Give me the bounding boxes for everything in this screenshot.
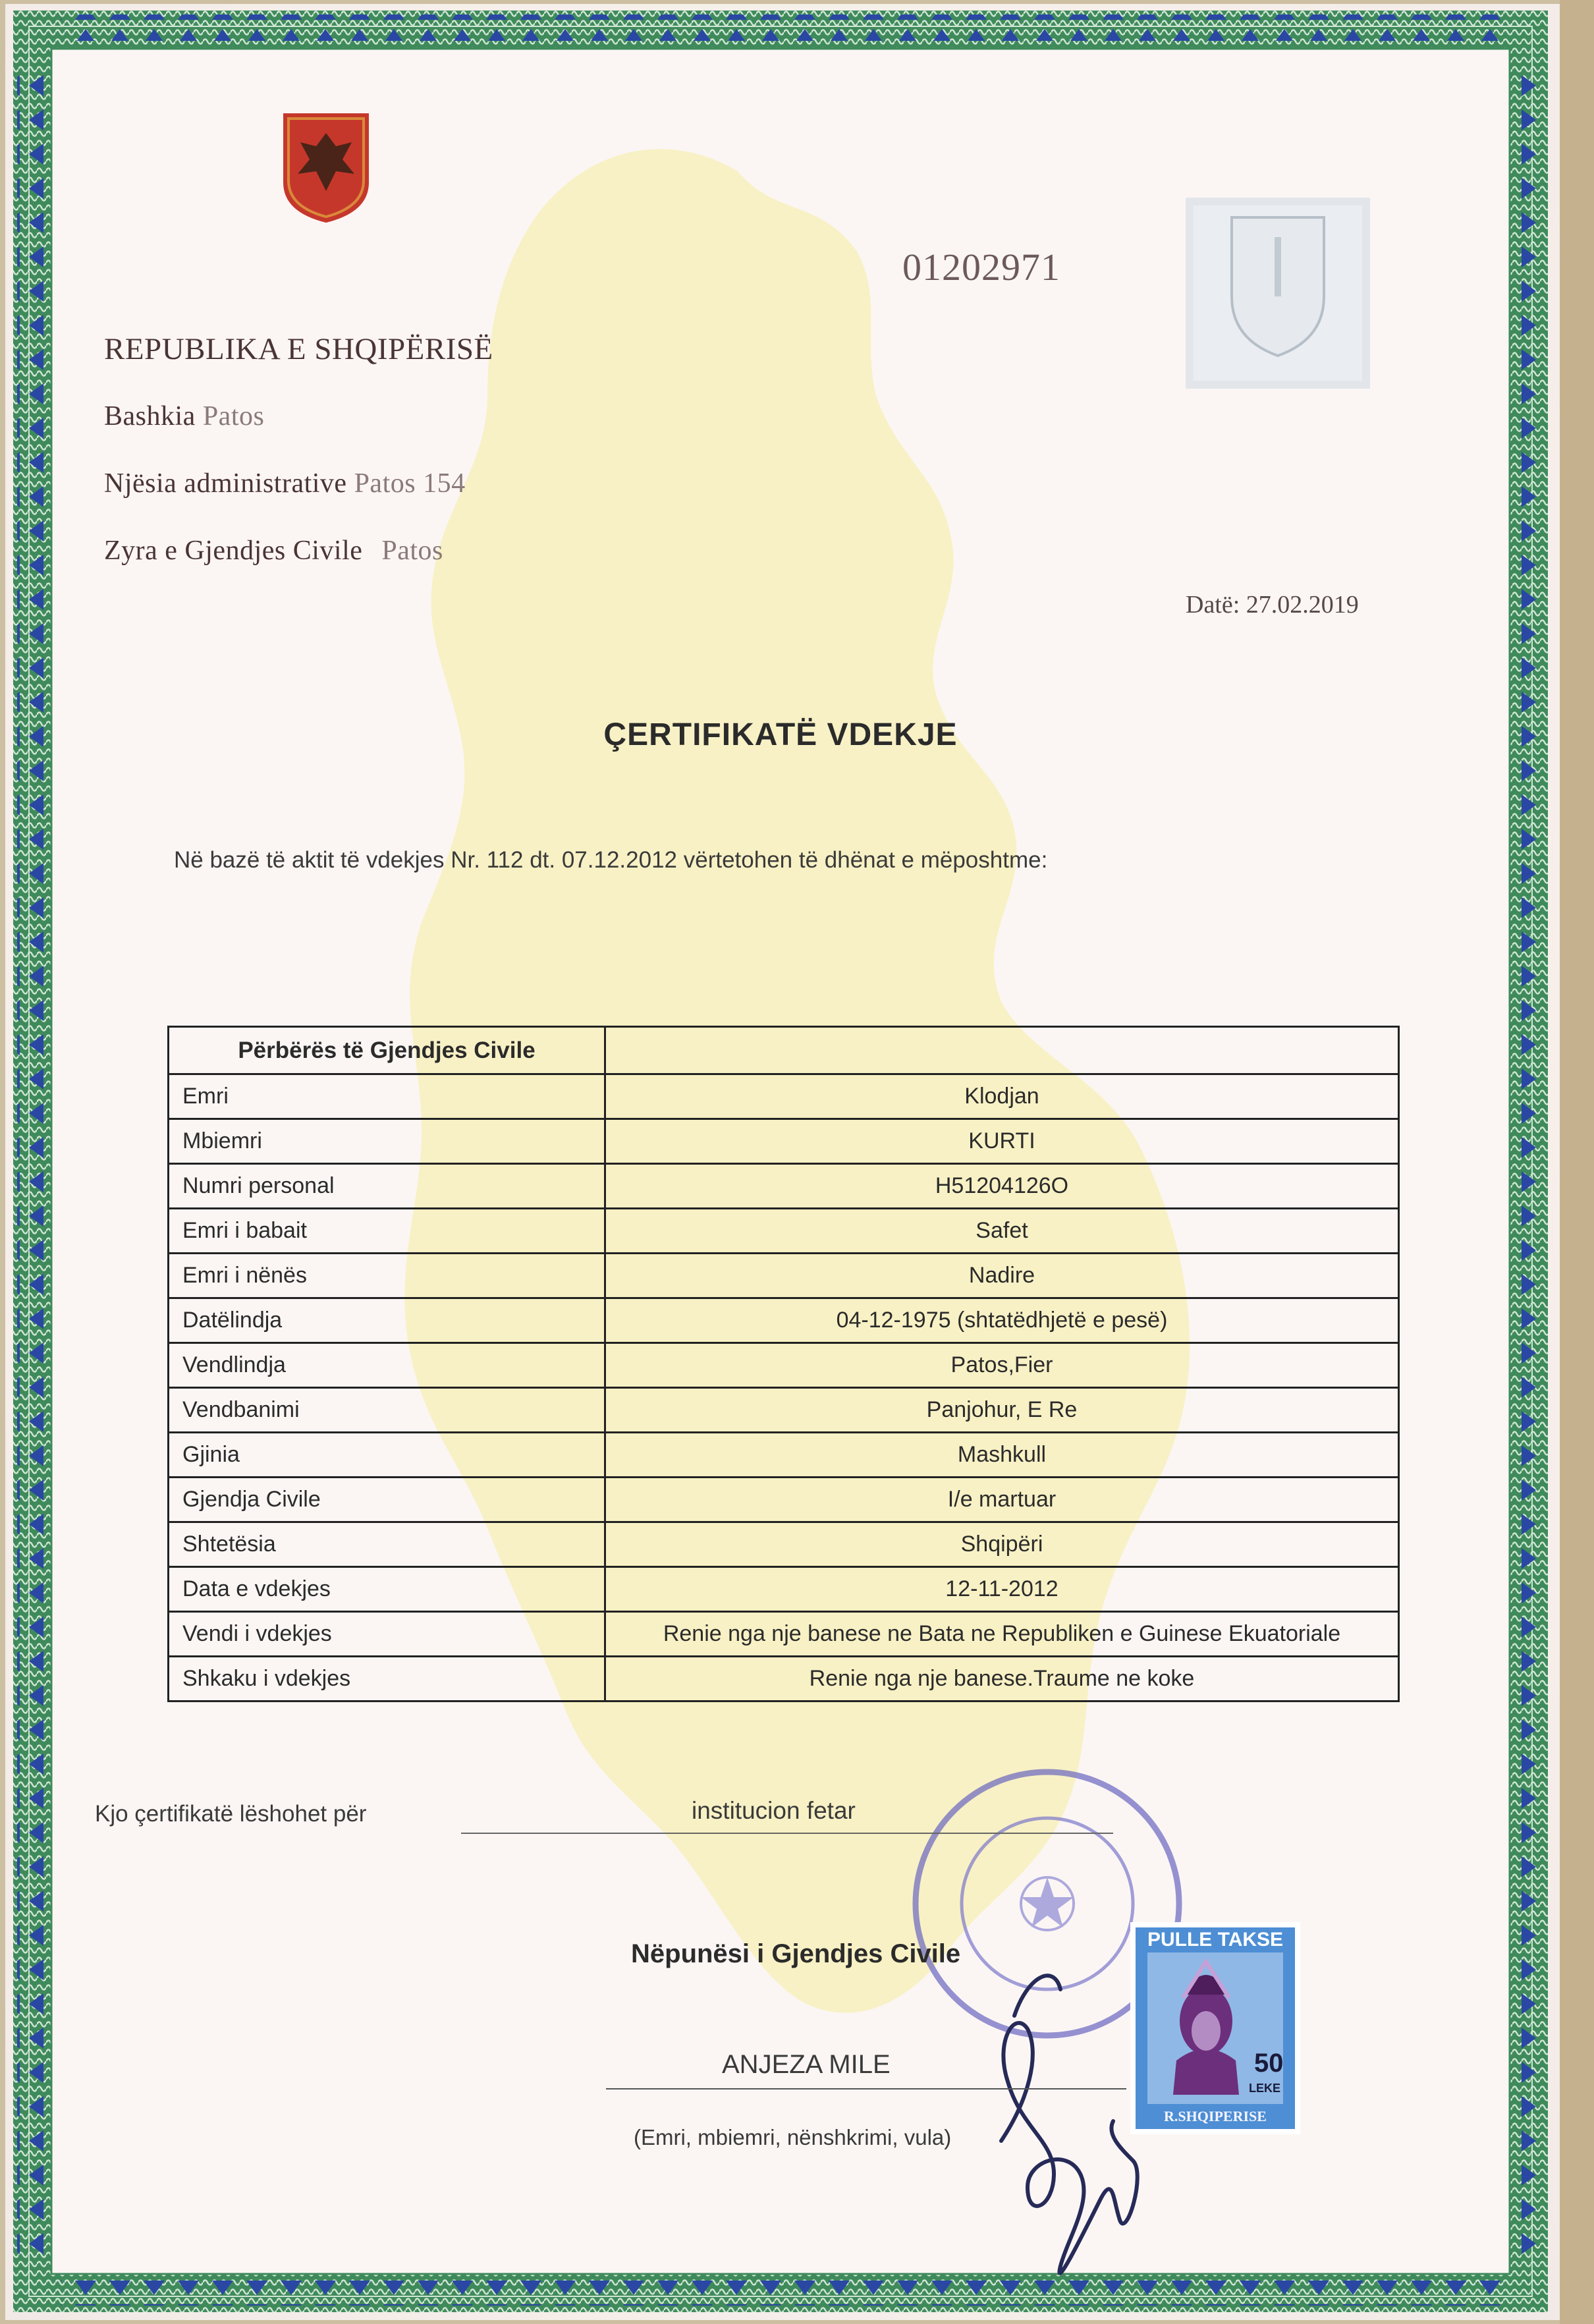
border-triangles-top: [61, 14, 1503, 41]
office-line: [104, 535, 443, 567]
table-row: [169, 1612, 1399, 1657]
row-value: 04-12-1975 (shtatëdhjetë e pesë): [605, 1298, 1399, 1343]
table-row: [169, 1567, 1399, 1612]
table-row: [169, 1388, 1399, 1433]
border-triangles-left: [17, 66, 43, 2259]
issued-for-value: institucion fetar: [692, 1797, 856, 1824]
municipality-value: Patos: [202, 401, 265, 431]
row-value: Panjohur, E Re: [605, 1388, 1399, 1433]
row-label: Mbiemri: [169, 1119, 605, 1164]
issued-for-underline: [461, 1833, 1113, 1834]
albania-coat-of-arms: [283, 113, 369, 223]
serial-number: 01202971: [902, 246, 1060, 289]
table-header-row: [169, 1027, 1399, 1074]
row-value: Mashkull: [605, 1433, 1399, 1478]
admin-unit-label: Njësia administrative: [104, 468, 347, 499]
table-row: [169, 1164, 1399, 1209]
table-row: [169, 1119, 1399, 1164]
row-label: Datëlindja: [169, 1298, 605, 1343]
intro-text: Në bazë të aktit të vdekjes Nr. 112 dt. 07.12.2012 vërtetohen të dhënat e mëposhtme:: [174, 847, 1048, 873]
stamp-value: 50: [1254, 2049, 1284, 2078]
row-value: Safet: [605, 1209, 1399, 1254]
row-label: Emri i nënës: [169, 1254, 605, 1298]
row-label: Vendbanimi: [169, 1388, 605, 1433]
row-value: KURTI: [605, 1119, 1399, 1164]
municipality-label: Bashkia: [104, 401, 196, 431]
office-value: Patos: [381, 536, 443, 566]
admin-unit-value: Patos 154: [354, 468, 466, 499]
table-row: [169, 1254, 1399, 1298]
table-row: [169, 1478, 1399, 1522]
signature-caption: (Emri, mbiemri, nënshkrimi, vula): [634, 2125, 952, 2149]
tax-stamp: [1130, 1922, 1300, 2134]
row-value: Renie nga nje banese ne Bata ne Republiken e Guinese Ekuatoriale: [605, 1612, 1399, 1657]
row-label: Gjinia: [169, 1433, 605, 1478]
row-value: Shqipëri: [605, 1522, 1399, 1567]
table-row: [169, 1433, 1399, 1478]
row-value: Patos,Fier: [605, 1343, 1399, 1388]
table-row: [169, 1522, 1399, 1567]
signature-line: [606, 2088, 1126, 2089]
official-name: ANJEZA MILE: [722, 2050, 891, 2079]
row-label: Vendlindja: [169, 1343, 605, 1388]
official-title: Nëpunësi i Gjendjes Civile: [631, 1939, 961, 1968]
row-value: H51204126O: [605, 1164, 1399, 1209]
stamp-bottom-text: R.SHQIPERISE: [1164, 2108, 1267, 2124]
table-row: [169, 1298, 1399, 1343]
row-value: Nadire: [605, 1254, 1399, 1298]
table-row: [169, 1343, 1399, 1388]
row-label: Gjendja Civile: [169, 1478, 605, 1522]
row-value: 12-11-2012: [605, 1567, 1399, 1612]
table-row: [169, 1657, 1399, 1702]
civil-status-table: [167, 1026, 1400, 1702]
stamp-unit: LEKE: [1249, 2082, 1281, 2095]
hologram-seal: [1186, 198, 1370, 389]
row-label: Shtetësia: [169, 1522, 605, 1567]
row-label: Emri i babait: [169, 1209, 605, 1254]
municipality-line: [104, 401, 264, 432]
republic-heading: REPUBLIKA E SHQIPËRISË: [104, 332, 493, 366]
table-header-empty: [605, 1027, 1399, 1074]
row-label: Vendi i vdekjes: [169, 1612, 605, 1657]
issued-for-label: Kjo çertifikatë lëshohet për: [95, 1801, 367, 1827]
row-label: Numri personal: [169, 1164, 605, 1209]
admin-unit-line: [104, 468, 466, 499]
table-header-label: Përbërës të Gjendjes Civile: [169, 1027, 605, 1074]
issue-date: Datë: 27.02.2019: [1186, 591, 1359, 619]
document-title: ÇERTIFIKATË VDEKJE: [603, 717, 958, 752]
border-triangles-bottom: [61, 2279, 1503, 2306]
table-row: [169, 1209, 1399, 1254]
row-value: I/e martuar: [605, 1478, 1399, 1522]
border-triangles-right: [1515, 66, 1541, 2259]
row-label: Data e vdekjes: [169, 1567, 605, 1612]
row-value: Renie nga nje banese.Traume ne koke: [605, 1657, 1399, 1702]
office-label: Zyra e Gjendjes Civile: [104, 536, 363, 566]
table-row: [169, 1074, 1399, 1119]
row-label: Shkaku i vdekjes: [169, 1657, 605, 1702]
row-label: Emri: [169, 1074, 605, 1119]
stamp-top-text: PULLE TAKSE: [1147, 1929, 1284, 1950]
row-value: Klodjan: [605, 1074, 1399, 1119]
